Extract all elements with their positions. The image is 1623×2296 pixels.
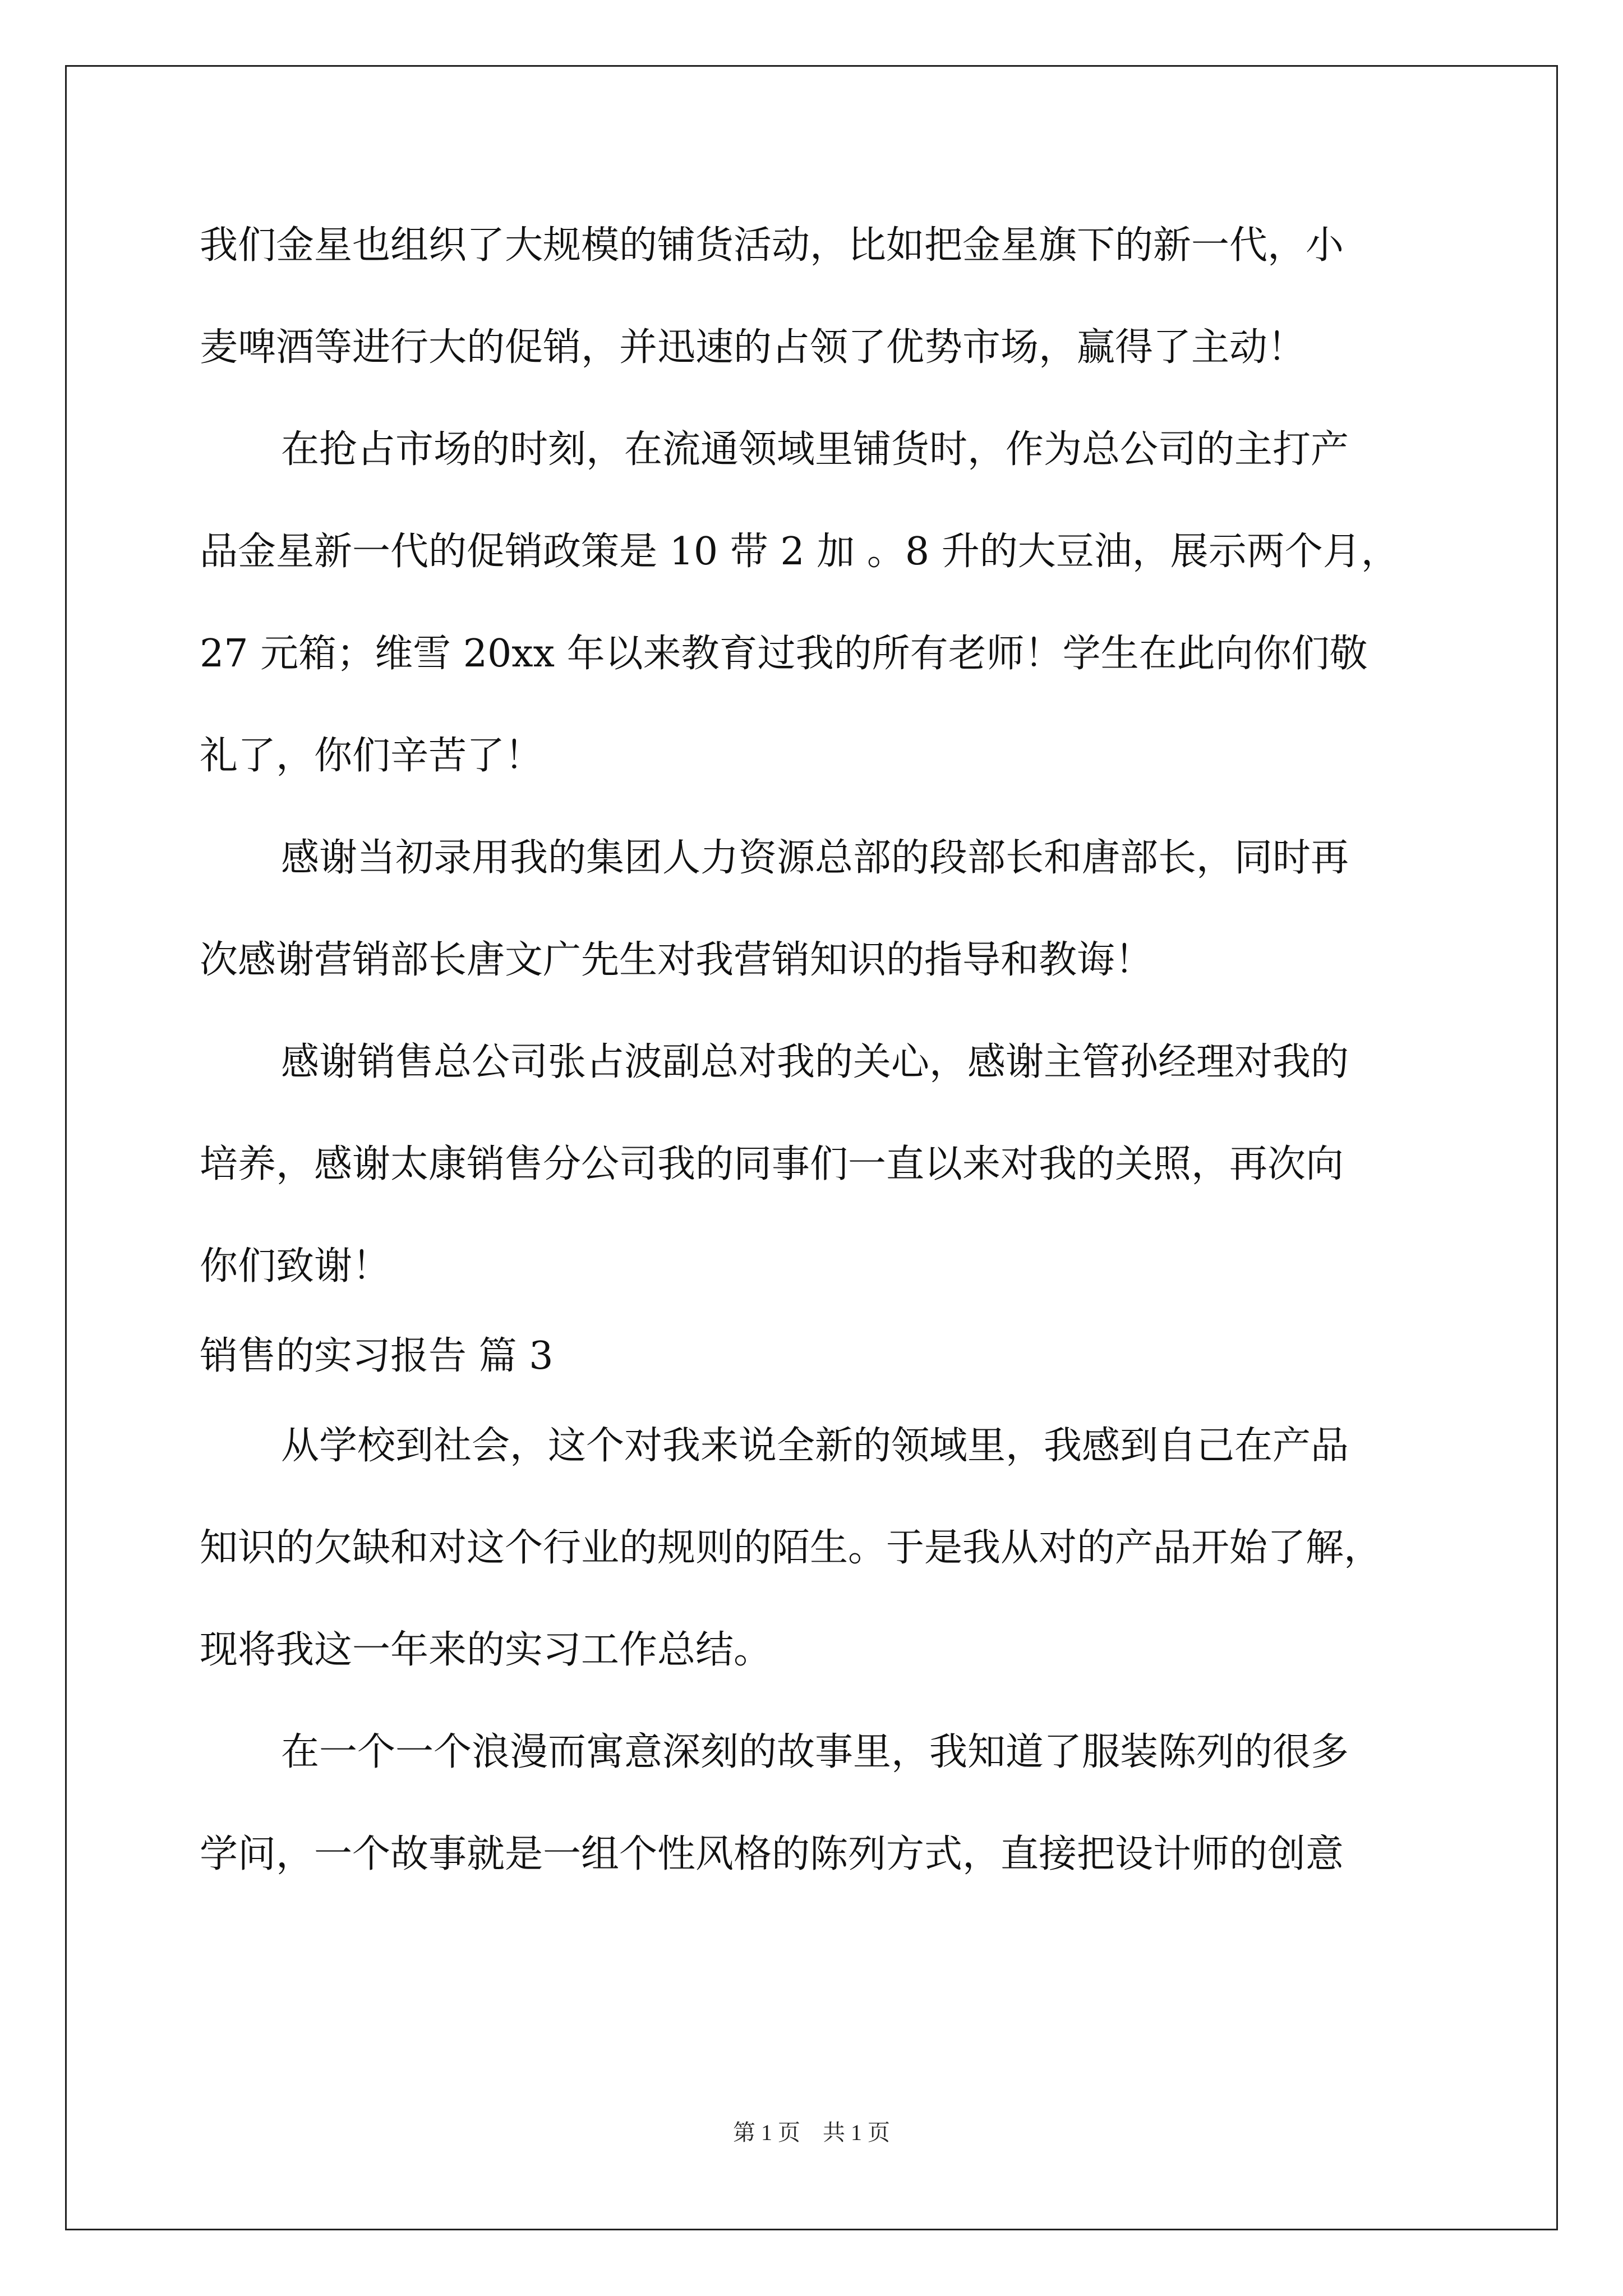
text-line: 学问，一个故事就是一组个性风格的陈列方式，直接把设计师的创意 bbox=[200, 1832, 1344, 1876]
document-body bbox=[200, 212, 1450, 1923]
text-line: 你们致谢！ bbox=[200, 1244, 391, 1289]
text-line: 在一个一个浪漫而寓意深刻的故事里，我知道了服装陈列的很多 bbox=[281, 1730, 1349, 1774]
text-line: 现将我这一年来的实习工作总结。 bbox=[200, 1628, 772, 1672]
text-line: 我们金星也组织了大规模的铺货活动，比如把金星旗下的新一代，小 bbox=[200, 223, 1344, 268]
text-line: 麦啤酒等进行大的促销，并迅速的占领了优势市场，赢得了主动！ bbox=[200, 325, 1306, 370]
text-line: 在抢占市场的时刻，在流通领域里铺货时，作为总公司的主打产 bbox=[281, 427, 1349, 472]
text-line: 从学校到社会，这个对我来说全新的领域里，我感到自己在产品 bbox=[281, 1424, 1349, 1468]
text-line: 品金星新一代的促销政策是 10 带 2 加 。8 升的大豆油，展示两个月， bbox=[200, 530, 1399, 574]
text-line: 知识的欠缺和对这个行业的规则的陌生。于是我从对的产品开始了解， bbox=[200, 1526, 1382, 1570]
text-line: 培养，感谢太康销售分公司我的同事们一直以来对我的关照，再次向 bbox=[200, 1142, 1344, 1186]
text-line: 感谢销售总公司张占波副总对我的关心，感谢主管孙经理对我的 bbox=[281, 1040, 1349, 1084]
text-line: 感谢当初录用我的集团人力资源总部的段部长和唐部长，同时再 bbox=[281, 836, 1349, 880]
text-line: 次感谢营销部长唐文广先生对我营销知识的指导和教诲！ bbox=[200, 938, 1154, 982]
page-footer: 第 1 页 共 1 页 bbox=[733, 2120, 890, 2145]
text-line: 27 元箱；维雪 20xx 年以来教育过我的所有老师！学生在此向你们敬 bbox=[200, 632, 1368, 676]
text-line: 礼了，你们辛苦了！ bbox=[200, 734, 543, 778]
section-heading: 销售的实习报告 篇 3 bbox=[200, 1334, 554, 1378]
